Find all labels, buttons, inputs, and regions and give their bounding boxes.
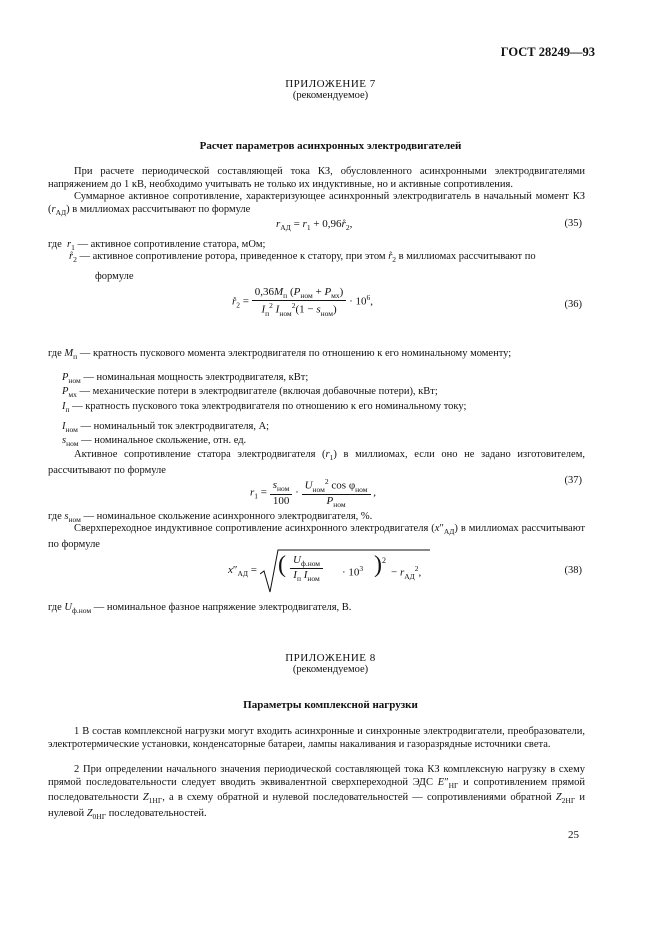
appendix8-paragraph-2: 2 При определении начального значения периодической составляющей тока КЗ комплексную нагрузку в схему прямой последовательности следует вводить эквивалентной сверхпереходной ЭДС $E''_{НГ}$ и сопротивлением прямой последовательности $Z_{1НГ}$, а в схему обратной и нулевой последовательностей — сопротивлениями обратной $Z_{2НГ}$ и нулевой $Z_{0НГ}$ последовательностей.	[48, 764, 586, 821]
appendix7-title: ПРИЛОЖЕНИЕ 7	[285, 78, 376, 90]
stator-paragraph: Активное сопротивление статора электродвигателя $(r_1)$ в миллиомах, если оно не задано изготовителем, рассчитывают по формуле	[48, 449, 585, 476]
appendix7-heading: Расчет параметров асинхронных электродвигателей	[199, 140, 462, 152]
def-snom-percent: где $s_{ном}$ — номинальное скольжение асинхронного электродвигателя, %.	[48, 511, 373, 525]
def-pnom: $P_{ном}$ — номинальная мощность электродвигателя, кВт;	[62, 372, 309, 386]
equation-35: $r_{АД} = r_1$ + $0,96r̊_2$,	[276, 218, 353, 233]
intro-paragraph-2: Суммарное активное сопротивление, характеризующее асинхронный электродвигатель в начальный момент КЗ $(r_{АД})$ в миллиомах рассчитывают по формуле	[48, 191, 585, 217]
def-pmx: $P_{мх}$ — механические потери в электродвигателе (включая добавочные потери), кВт;	[62, 386, 438, 400]
equation-38-number: (38)	[564, 565, 582, 576]
equation-37-number: (37)	[564, 475, 582, 486]
page-number: 25	[568, 829, 579, 841]
def-mp: где $M_п$ — кратность пускового момента электродвигателя по отношению к его номинальному моменту;	[48, 348, 512, 362]
def-snom: $s_{ном}$ — номинальное скольжение, отн. ед.	[62, 435, 247, 449]
intro-paragraph-1: При расчете периодической составляющей тока КЗ, обусловленного асинхронными электродвигателями напряжением до 1 кВ, необходимо учитывать не только их индуктивные, но и активные сопротивления.	[48, 166, 585, 190]
document-page: ГОСТ 28249—93 ПРИЛОЖЕНИЕ 7 (рекомендуемое) Расчет параметров асинхронных электродвигателей При расчете периодической составляющей тока КЗ, обусловленного асинхронными электродвигателями напряжением до 1 кВ, необходимо учитывать не только их индуктивные, но и активные сопротивления. Суммарное активное сопротивление, характеризующее асинхронный электродвигатель в начальный момент КЗ $(r_{АД})$ в миллиомах рассчитывают по формуле $r_{АД} = r_1$ + $0,96r̊_2$, (35) где $r_1$ — активное сопротивление статора, мОм; $r̊_2$ — активное сопротивление ротора, приведенное к статору, при этом $r̊_2$ в миллиомах рассчитывают по формуле $r̊_2$ = $\frac{0,36M_п (P_{ном} + P_{мх})}{I_п^2 I_{ном}^2(1 - s_{ном})}$ · $10^6$, (36) где $M_п$ — кратность пускового момента электродвигателя по отношению к его номинальному моменту; $P_{ном}$ — номинальная мощность электродвигателя, кВт; $P_{мх}$ — механические потери в электродвигателе (включая добавочные потери), кВт; $I_п$ — кратность пускового тока электродвигателя по отношению к его номинальному току; $I_{ном}$ — номинальный ток электродвигателя, А; $s_{ном}$ — номинальное скольжение, отн. ед. Активное сопротивление статора электродвигателя $(r_1)$ в миллиомах, если оно не задано изготовителем, рассчитывают по формуле $r_1$ = $\frac{s_{ном}}{100}$ · $\frac{U_{ном}^2 \cos \varphi_{ном}}{P_{ном}}$ , (37) где $s_{ном}$ — номинальное скольжение асинхронного электродвигателя, %. Сверхпереходное индуктивное сопротивление асинхронного электродвигателя $(x''_{АД})$ в миллиомах рассчитывают по формуле $x''_{АД}$ = ( $U_{ф.ном}$ $I_п$ $I_{ном}$ · $10^3$ )$^2$ − $r_{АД}^2$, (38) где $U_{ф.ном}$ — номинальное фазное напряжение электродвигателя, В. ПРИЛОЖЕНИЕ 8 (рекомендуемое) Параметры комплексной нагрузки 1 В состав комплексной нагрузки могут входить асинхронные и синхронные электродвигатели, преобразователи, электротермические установки, конденсаторные батареи, лампы накаливания и газоразрядные источники света. 2 При определении начального значения периодической составляющей тока КЗ комплексную нагрузку в схему прямой последовательности следует вводить эквивалентной сверхпереходной ЭДС $E''_{НГ}$ и сопротивлением прямой последовательности $Z_{1НГ}$, а в схему обратной и нулевой последовательностей — сопротивлениями обратной $Z_{2НГ}$ и нулевой $Z_{0НГ}$ последовательностей. 25	[0, 0, 661, 936]
equation-36-number: (36)	[564, 299, 582, 310]
def-inom: $I_{ном}$ — номинальный ток электродвигателя, А;	[62, 421, 270, 435]
standard-header: ГОСТ 28249—93	[500, 45, 595, 59]
appendix8-heading: Параметры комплексной нагрузки	[243, 699, 418, 711]
where-r1: где $r_1$ — активное сопротивление статора, мОм;	[48, 239, 266, 253]
appendix8-paragraph-1: 1 В состав комплексной нагрузки могут входить асинхронные и синхронные электродвигатели, преобразователи, электротермические установки, конденсаторные батареи, лампы накаливания и газоразрядные источники света.	[48, 726, 585, 750]
appendix8-subtitle: (рекомендуемое)	[292, 664, 369, 675]
def-uf: где $U_{ф.ном}$ — номинальное фазное напряжение электродвигателя, В.	[48, 602, 352, 616]
where-r2: $r̊_2$ — активное сопротивление ротора, приведенное к статору, при этом $r̊_2$ в миллиомах рассчитывают по формуле	[69, 251, 536, 282]
def-ip: $I_п$ — кратность пускового тока электродвигателя по отношению к его номинальному току;	[62, 401, 467, 415]
super-paragraph: Сверхпереходное индуктивное сопротивление асинхронного электродвигателя $(x''_{АД})$ в миллиомах рассчитывают по формуле	[48, 523, 585, 550]
equation-36: $r̊_2$ = $\frac{0,36M_п (P_{ном} + P_{мх})}{I_п^2 I_{ном}^2(1 - s_{ном})}$ · $10^6$,	[232, 286, 374, 319]
equation-35-number: (35)	[564, 218, 582, 229]
appendix8-title: ПРИЛОЖЕНИЕ 8	[285, 652, 376, 664]
appendix7-subtitle: (рекомендуемое)	[292, 90, 369, 101]
equation-37: $r_1$ = $\frac{s_{ном}}{100}$ · $\frac{U_{ном}^2 \cos \varphi_{ном}}{P_{ном}}$ ,	[250, 477, 377, 510]
